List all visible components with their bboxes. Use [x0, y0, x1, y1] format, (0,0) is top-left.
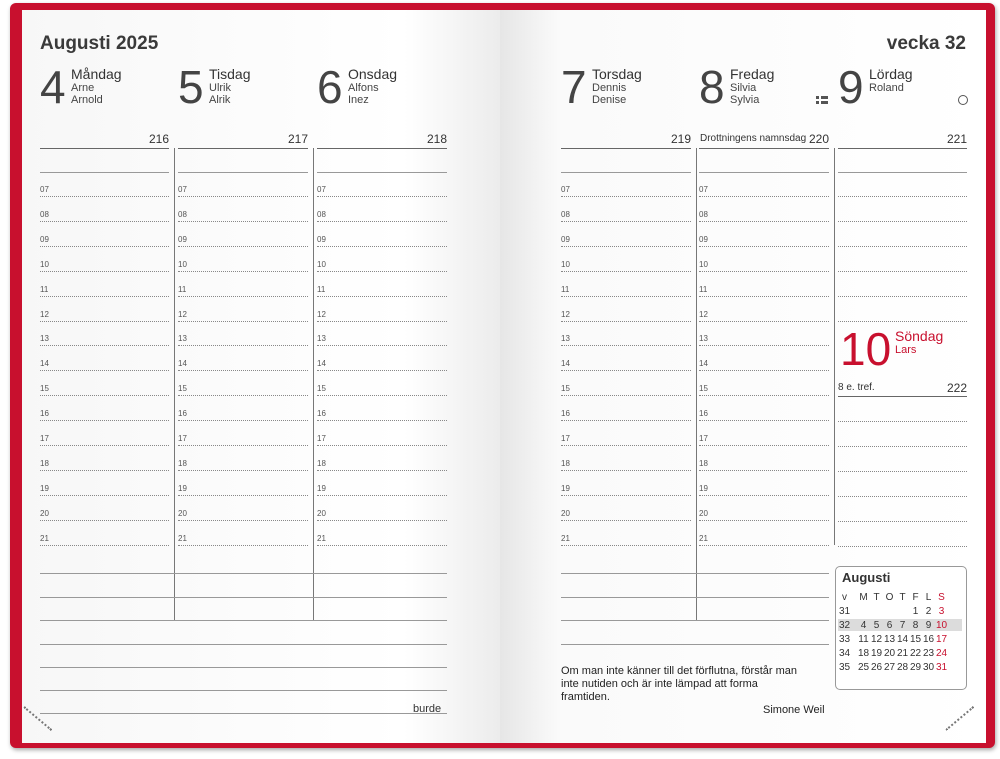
hour-label: 16 [317, 409, 326, 419]
mini-calendar-day: 22 [909, 648, 922, 659]
sunday-namesday: Lars [895, 344, 917, 356]
hour-label: 13 [699, 334, 708, 344]
hour-label: 18 [317, 458, 326, 468]
hour-label: 12 [178, 309, 187, 319]
hour-line [40, 370, 169, 371]
hour-line [699, 520, 829, 521]
hour-line [699, 221, 829, 222]
hour-line [561, 246, 691, 247]
hour-label: 20 [561, 508, 570, 518]
notes-line [561, 573, 829, 574]
notes-line [561, 644, 829, 645]
mini-calendar-header: S [938, 592, 945, 603]
quote-line: framtiden. [561, 691, 610, 703]
brand-logo: burde [413, 703, 442, 715]
hour-line [699, 345, 829, 346]
hour-label: 08 [699, 209, 708, 219]
notes-line [40, 620, 447, 621]
day-namesday: Ulrik [209, 82, 231, 94]
hour-label: 12 [699, 309, 708, 319]
hour-label: 14 [317, 359, 326, 369]
mini-calendar-day: 28 [896, 662, 909, 673]
hour-line [699, 445, 829, 446]
hour-label: 21 [178, 533, 187, 543]
day-name: Måndag [71, 66, 122, 82]
mini-calendar-day: 7 [899, 620, 906, 631]
mini-calendar-header: F [912, 592, 919, 603]
mini-calendar-day: 26 [870, 662, 883, 673]
hour-label: 10 [178, 259, 187, 269]
hour-label: 18 [561, 458, 570, 468]
hour-line [561, 495, 691, 496]
hour-label: 17 [40, 434, 49, 443]
moon-phase-icon [958, 95, 968, 105]
hour-line [561, 345, 691, 346]
notes-line [40, 644, 447, 645]
hour-label: 18 [40, 458, 49, 468]
mini-calendar-day: 6 [886, 620, 893, 631]
hour-line [40, 445, 169, 446]
hour-label: 07 [561, 185, 570, 194]
hour-label: 15 [40, 384, 49, 394]
hour-line [561, 545, 691, 546]
hour-line [40, 271, 169, 272]
hour-line [40, 296, 169, 297]
hour-label: 14 [40, 359, 49, 369]
hour-line [317, 420, 447, 421]
mini-calendar-week-number: 31 [838, 606, 851, 617]
month-title: Augusti 2025 [40, 33, 159, 54]
hour-line [40, 196, 169, 197]
notes-line [40, 597, 447, 598]
mini-calendar-day: 23 [922, 648, 935, 659]
hour-label: 20 [699, 508, 708, 518]
hour-line [699, 470, 829, 471]
hour-line [699, 196, 829, 197]
notes-line [561, 597, 829, 598]
hour-label: 10 [317, 259, 326, 269]
day-of-year: 219 [670, 132, 691, 146]
mini-calendar-week-number: 33 [838, 634, 851, 645]
hour-label: 10 [699, 259, 708, 269]
day-name: Torsdag [592, 66, 642, 82]
hour-line [178, 196, 308, 197]
hour-line [699, 495, 829, 496]
day-number: 8 [699, 61, 725, 113]
hour-line [838, 546, 967, 547]
mini-calendar-day: 16 [922, 634, 935, 645]
hour-label: 09 [561, 234, 570, 244]
mini-calendar-day: 2 [925, 606, 932, 617]
day-namesday: Alrik [209, 94, 231, 106]
hour-line [317, 221, 447, 222]
hour-label: 13 [561, 334, 570, 344]
writing-line [699, 172, 829, 173]
hour-label: 07 [178, 185, 187, 194]
hour-label: 12 [561, 309, 570, 319]
mini-calendar-header: L [925, 592, 932, 603]
hour-line [317, 520, 447, 521]
hour-line [699, 296, 829, 297]
day-namesday: Arne [71, 82, 95, 94]
mini-calendar-day: 14 [896, 634, 909, 645]
mini-calendar-title: Augusti [842, 570, 891, 585]
day-of-year: 221 [946, 132, 967, 146]
day-number: 7 [561, 61, 587, 113]
hour-line [699, 420, 829, 421]
hour-line [561, 445, 691, 446]
hour-label: 20 [317, 508, 326, 518]
sunday-note: 8 e. tref. [838, 382, 875, 393]
mini-calendar-header: v [842, 592, 847, 603]
hour-label: 11 [561, 284, 570, 294]
hour-label: 11 [317, 284, 326, 294]
mini-calendar-day: 25 [857, 662, 870, 673]
mini-calendar-day: 10 [935, 620, 948, 631]
hour-line [40, 221, 169, 222]
hour-line [178, 370, 308, 371]
hour-label: 13 [178, 334, 187, 344]
sunday-number: 10 [840, 323, 892, 375]
hour-label: 19 [178, 483, 187, 493]
hour-line [40, 246, 169, 247]
hour-line [838, 496, 967, 497]
hour-label: 20 [178, 508, 187, 518]
hour-line [561, 470, 691, 471]
hour-line [40, 545, 169, 546]
hour-line [317, 246, 447, 247]
day-header-rule [40, 148, 169, 149]
hour-line [317, 395, 447, 396]
hour-label: 15 [178, 384, 187, 394]
hour-label: 11 [699, 284, 708, 294]
mini-calendar-day: 30 [922, 662, 935, 673]
hour-line [178, 345, 308, 346]
day-name: Onsdag [348, 66, 398, 82]
notes-line [40, 667, 447, 668]
sunday-rule [838, 396, 967, 397]
hour-line [178, 420, 308, 421]
mini-calendar [835, 566, 967, 690]
mini-calendar-day: 3 [938, 606, 945, 617]
mini-calendar-header: T [873, 592, 880, 603]
hour-label: 08 [561, 209, 570, 219]
hour-label: 10 [561, 259, 570, 269]
notes-line [561, 620, 829, 621]
day-header-rule [317, 148, 447, 149]
hour-line [317, 196, 447, 197]
writing-line [317, 172, 447, 173]
hour-label: 16 [40, 409, 49, 419]
mini-calendar-day: 13 [883, 634, 896, 645]
hour-label: 17 [317, 434, 326, 443]
hour-label: 09 [317, 234, 326, 244]
mini-calendar-day: 17 [935, 634, 948, 645]
day-namesday: Silvia [730, 82, 757, 94]
hour-line [317, 321, 447, 322]
notes-line [40, 713, 447, 714]
hour-line [838, 246, 967, 247]
hour-line [317, 296, 447, 297]
hour-line [317, 495, 447, 496]
mini-calendar-day: 31 [935, 662, 948, 673]
hour-label: 21 [699, 533, 708, 543]
hour-label: 19 [40, 483, 49, 493]
quote-line: inte nutiden och är inte lämpad att forma [561, 678, 758, 690]
quote-line: Om man inte känner till det förflutna, förstår man [561, 665, 797, 677]
hour-line [838, 446, 967, 447]
hour-label: 08 [178, 209, 187, 219]
hour-label: 21 [40, 533, 49, 543]
hour-label: 21 [317, 533, 326, 543]
hour-label: 15 [561, 384, 570, 394]
hour-line [561, 520, 691, 521]
hour-label: 09 [40, 234, 49, 244]
hour-line [178, 296, 308, 297]
mini-calendar-header: T [899, 592, 906, 603]
day-number: 9 [838, 61, 864, 113]
hour-line [317, 271, 447, 272]
hour-label: 07 [40, 185, 49, 194]
day-note: Drottningens namnsdag [700, 133, 807, 144]
hour-line [699, 545, 829, 546]
day-of-year: 218 [426, 132, 447, 146]
hour-label: 12 [317, 309, 326, 319]
hour-line [178, 246, 308, 247]
writing-line [40, 172, 169, 173]
hour-line [317, 370, 447, 371]
hour-line [561, 196, 691, 197]
hour-line [838, 421, 967, 422]
day-number: 4 [40, 61, 66, 113]
day-namesday: Sylvia [730, 94, 760, 106]
hour-line [40, 321, 169, 322]
hour-label: 10 [40, 259, 49, 269]
hour-line [178, 321, 308, 322]
day-of-year: 216 [148, 132, 169, 146]
day-number: 6 [317, 61, 343, 113]
day-namesday: Denise [592, 94, 627, 106]
hour-label: 20 [40, 508, 49, 518]
column-divider [696, 148, 697, 620]
hour-label: 21 [561, 533, 570, 543]
hour-label: 11 [178, 284, 187, 294]
writing-line [838, 172, 967, 173]
hour-line [178, 520, 308, 521]
mini-calendar-day: 24 [935, 648, 948, 659]
hour-line [178, 271, 308, 272]
mini-calendar-day: 15 [909, 634, 922, 645]
hour-label: 13 [317, 334, 326, 344]
sunday-day-of-year: 222 [946, 381, 967, 395]
week-title: vecka 32 [886, 33, 966, 54]
day-namesday: Alfons [348, 82, 379, 94]
column-divider [834, 148, 835, 545]
hour-label: 13 [40, 334, 49, 344]
hour-label: 15 [699, 384, 708, 394]
hour-line [40, 520, 169, 521]
hour-line [699, 246, 829, 247]
day-namesday: Roland [869, 82, 904, 94]
day-name: Lördag [869, 66, 913, 82]
hour-line [40, 395, 169, 396]
hour-label: 17 [699, 434, 708, 443]
hour-line [317, 445, 447, 446]
hour-line [178, 445, 308, 446]
hour-line [561, 370, 691, 371]
hour-line [561, 395, 691, 396]
hour-label: 16 [178, 409, 187, 419]
hour-label: 19 [317, 483, 326, 493]
hour-line [178, 545, 308, 546]
hour-line [40, 420, 169, 421]
hour-label: 12 [40, 309, 49, 319]
hour-line [40, 470, 169, 471]
day-name: Fredag [730, 66, 775, 82]
day-header-rule [561, 148, 691, 149]
hour-label: 18 [699, 458, 708, 468]
hour-line [317, 545, 447, 546]
hour-line [699, 395, 829, 396]
left-page [22, 10, 500, 743]
day-header-rule [838, 148, 967, 149]
hour-line [561, 420, 691, 421]
hour-line [838, 196, 967, 197]
hour-line [178, 395, 308, 396]
hour-line [561, 221, 691, 222]
day-header-rule [178, 148, 308, 149]
mini-calendar-day: 12 [870, 634, 883, 645]
hour-label: 16 [561, 409, 570, 419]
hour-label: 09 [699, 234, 708, 244]
hour-label: 18 [178, 458, 187, 468]
hour-label: 08 [317, 209, 326, 219]
hour-line [317, 345, 447, 346]
hour-line [838, 296, 967, 297]
swedish-flag-icon [816, 96, 828, 104]
mini-calendar-day: 20 [883, 648, 896, 659]
mini-calendar-header: M [859, 592, 868, 603]
day-namesday: Dennis [592, 82, 627, 94]
hour-line [40, 495, 169, 496]
mini-calendar-day: 19 [870, 648, 883, 659]
mini-calendar-week-number: 34 [838, 648, 851, 659]
hour-line [838, 521, 967, 522]
hour-label: 08 [40, 209, 49, 219]
mini-calendar-day: 5 [873, 620, 880, 631]
mini-calendar-day: 18 [857, 648, 870, 659]
day-name: Tisdag [209, 66, 251, 82]
hour-line [561, 321, 691, 322]
hour-line [699, 271, 829, 272]
writing-line [178, 172, 308, 173]
hour-line [699, 370, 829, 371]
hour-label: 11 [40, 284, 49, 294]
mini-calendar-day: 8 [912, 620, 919, 631]
day-number: 5 [178, 61, 204, 113]
notes-line [40, 573, 447, 574]
day-header-rule [699, 148, 829, 149]
mini-calendar-week-number: 32 [838, 620, 851, 631]
hour-label: 17 [561, 434, 570, 443]
mini-calendar-day: 11 [858, 634, 869, 645]
hour-label: 19 [561, 483, 570, 493]
hour-line [178, 470, 308, 471]
mini-calendar-day: 27 [883, 662, 896, 673]
mini-calendar-week-number: 35 [838, 662, 851, 673]
mini-calendar-day: 29 [909, 662, 922, 673]
hour-line [699, 321, 829, 322]
hour-label: 17 [178, 434, 187, 443]
quote-author: Simone Weil [763, 704, 825, 716]
hour-label: 07 [699, 185, 708, 194]
day-of-year: 220 [808, 132, 829, 146]
hour-line [40, 345, 169, 346]
hour-line [838, 271, 967, 272]
hour-label: 16 [699, 409, 708, 419]
column-divider [313, 148, 314, 620]
hour-line [838, 321, 967, 322]
day-namesday: Arnold [71, 94, 103, 106]
mini-calendar-header: O [885, 592, 894, 603]
day-of-year: 217 [287, 132, 308, 146]
hour-line [178, 495, 308, 496]
mini-calendar-day: 4 [860, 620, 867, 631]
hour-label: 07 [317, 185, 326, 194]
hour-label: 14 [178, 359, 187, 369]
hour-label: 09 [178, 234, 187, 244]
mini-calendar-day: 21 [896, 648, 909, 659]
writing-line [561, 172, 691, 173]
mini-calendar-day: 1 [912, 606, 919, 617]
hour-label: 14 [561, 359, 570, 369]
hour-line [838, 221, 967, 222]
hour-line [561, 271, 691, 272]
column-divider [174, 148, 175, 620]
hour-label: 19 [699, 483, 708, 493]
mini-calendar-day: 9 [925, 620, 932, 631]
hour-line [838, 471, 967, 472]
hour-line [317, 470, 447, 471]
day-namesday: Inez [348, 94, 369, 106]
sunday-name: Söndag [895, 328, 944, 344]
quote-text [561, 665, 831, 704]
notes-line [40, 690, 447, 691]
hour-line [178, 221, 308, 222]
hour-label: 14 [699, 359, 708, 369]
hour-label: 15 [317, 384, 326, 394]
hour-line [561, 296, 691, 297]
